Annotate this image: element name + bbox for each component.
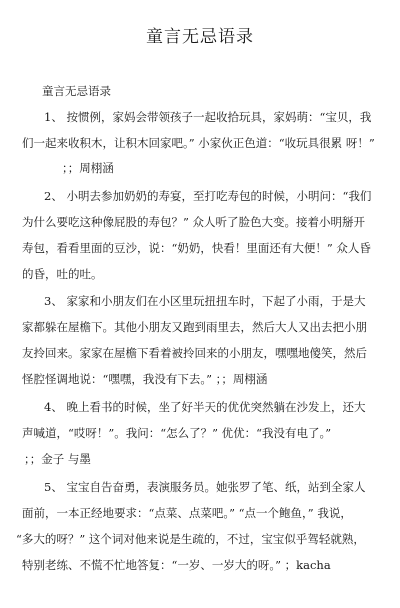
text-line: ；；金子 与墨 bbox=[24, 452, 91, 466]
text-line: “多大的呀？” 这个词对他来说是生疏的，不过，宝宝似乎驾轻就熟， bbox=[16, 532, 365, 546]
text-line: 友拎回来。家家在屋檐下看着被拎回来的小朋友，嘿嘿地傻笑，然后 bbox=[22, 346, 367, 360]
text-line: 特别老练、不慌不忙地答复：“一岁、一岁大的呀。” ；kacha bbox=[22, 558, 331, 572]
text-line: 的昏，吐的吐。 bbox=[22, 267, 103, 281]
text-line: 3、 家家和小朋友们在小区里玩扭扭车时，下起了小雨，于是大 bbox=[44, 294, 366, 308]
document-title: 童言无忌语录 bbox=[146, 27, 254, 47]
section-heading: 童言无忌语录 bbox=[42, 84, 111, 98]
text-line: 家都躲在屋檐下。其他小朋友又跑到雨里去，然后大人又出去把小朋 bbox=[22, 320, 367, 334]
text-line: ；；周栩涵 bbox=[62, 161, 114, 175]
text-line: 怪腔怪调地说：“嘿嘿，我没有下去。” ；；周栩涵 bbox=[22, 372, 268, 386]
text-line: 2、 小明去参加奶奶的寿宴，至打吃寿包的时候，小明问：“我们 bbox=[44, 189, 372, 203]
text-line: 寿包，看看里面的豆沙，说：“奶奶，快看！里面还有大便！” 众人昏 bbox=[22, 241, 371, 255]
text-line: 声喊道，“哎呀！”。我问：“怎么了？” 优优：“我没有电了。” bbox=[22, 426, 332, 440]
text-line: 们一起来收积木，让积木回家吧。” 小家伙正色道：“收玩具很累 呀！” bbox=[22, 136, 375, 150]
text-line: 面前，一本正经地要求：“点菜、点菜吧。” “点一个鲍鱼，” 我说， bbox=[22, 506, 352, 520]
text-line: 1、 按惯例，家妈会带领孩子一起收拾玩具，家妈萌：“宝贝，我 bbox=[44, 110, 372, 124]
text-line: 5、 宝宝自告奋勇，表演服务员。她张罗了笔、纸，站到全家人 bbox=[44, 480, 366, 494]
text-line: 为什么要吃这种像屁股的寿包？” 众人听了脸色大变。接着小明掰开 bbox=[22, 215, 366, 229]
text-line: 4、 晚上看书的时候，坐了好半天的优优突然躺在沙发上，还大 bbox=[44, 400, 366, 414]
